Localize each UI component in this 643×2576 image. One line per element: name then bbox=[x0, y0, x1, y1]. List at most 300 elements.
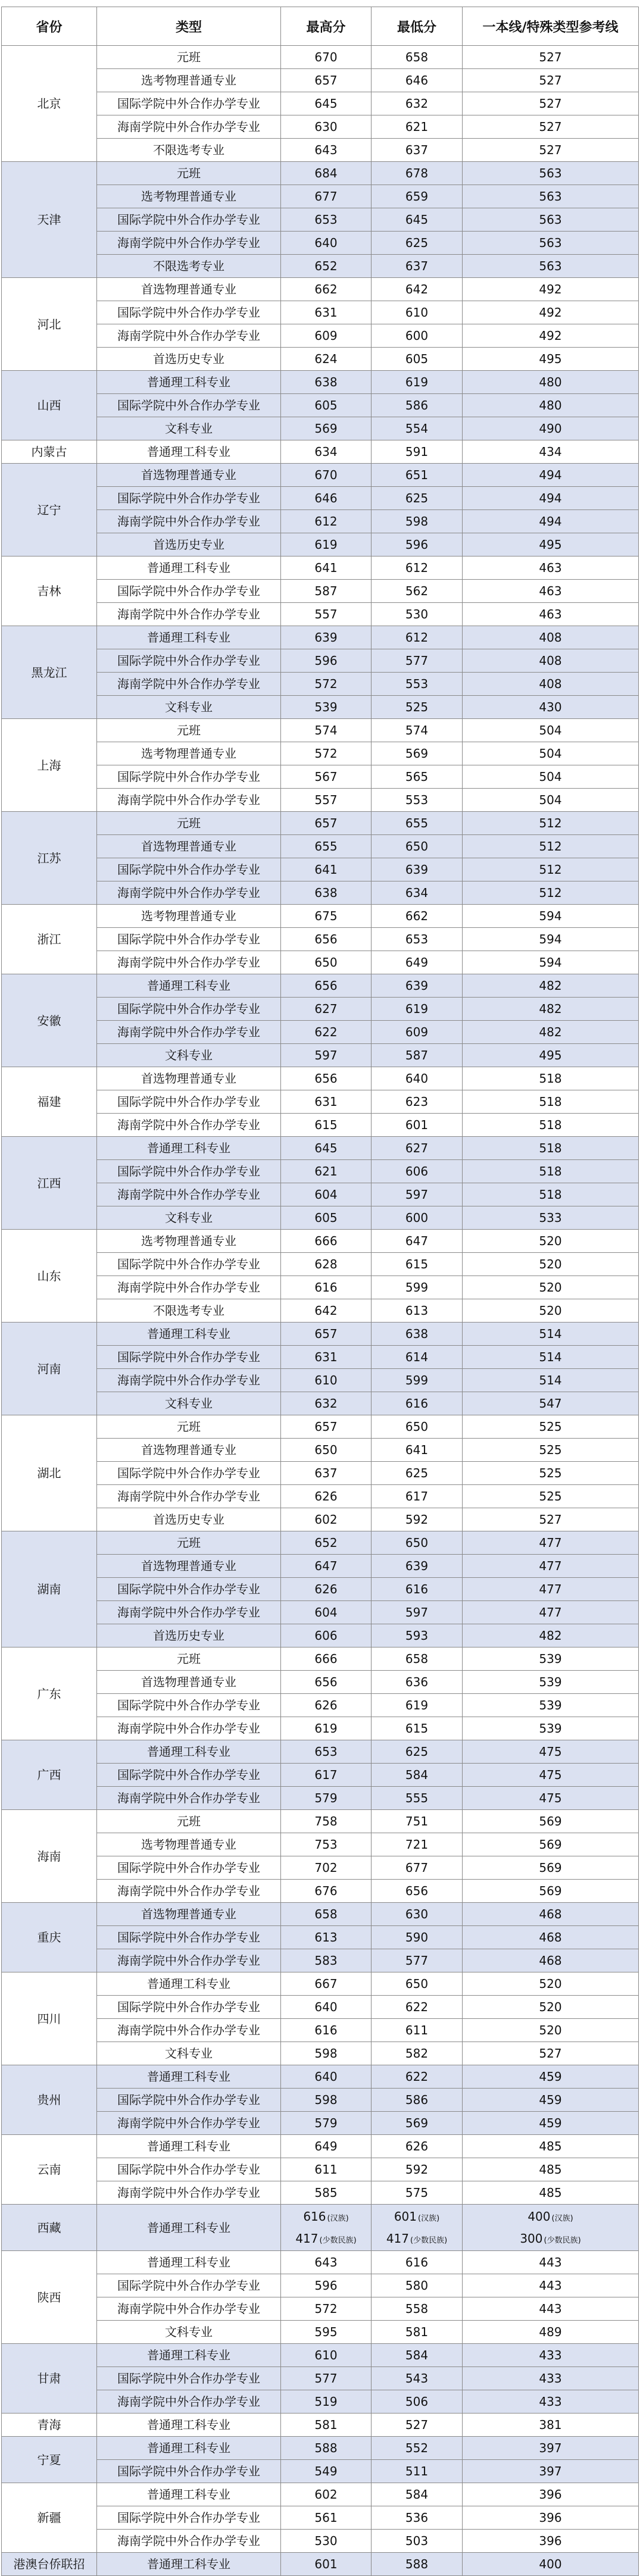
table-row bbox=[2, 580, 639, 603]
min-score-cell: 636 bbox=[372, 1671, 463, 1694]
type-cell: 海南学院中外合作办学专业 bbox=[97, 1949, 281, 1972]
reference-line-cell: 494 bbox=[463, 464, 639, 487]
reference-line-cell: 477 bbox=[463, 1578, 639, 1601]
table-row bbox=[2, 69, 639, 92]
type-cell: 国际学院中外合作办学专业 bbox=[97, 2274, 281, 2297]
reference-line-cell: 518 bbox=[463, 1114, 639, 1137]
min-score-cell: 639 bbox=[372, 1555, 463, 1578]
min-score-cell: 525 bbox=[372, 696, 463, 719]
type-cell: 普通理工科专业 bbox=[97, 2483, 281, 2506]
table-row bbox=[2, 696, 639, 719]
type-cell: 普通理工科专业 bbox=[97, 1137, 281, 1160]
max-score-cell: 569 bbox=[281, 417, 372, 440]
reference-line-cell: 477 bbox=[463, 1531, 639, 1555]
min-score-cell: 609 bbox=[372, 1021, 463, 1044]
type-cell: 选考物理普通专业 bbox=[97, 742, 281, 765]
reference-line-cell: 527 bbox=[463, 92, 639, 115]
type-cell: 国际学院中外合作办学专业 bbox=[97, 1462, 281, 1485]
type-cell: 元班 bbox=[97, 46, 281, 69]
min-score-cell: 677 bbox=[372, 1856, 463, 1880]
type-cell: 国际学院中外合作办学专业 bbox=[97, 1764, 281, 1787]
min-score-cell: 625 bbox=[372, 1462, 463, 1485]
type-cell: 海南学院中外合作办学专业 bbox=[97, 115, 281, 139]
table-row bbox=[2, 1114, 639, 1137]
max-score-cell: 626 bbox=[281, 1694, 372, 1717]
score-line bbox=[373, 2206, 461, 2228]
table-row bbox=[2, 2297, 639, 2321]
score-line bbox=[282, 2228, 370, 2250]
reference-line-cell: 512 bbox=[463, 881, 639, 905]
reference-line-cell: 527 bbox=[463, 69, 639, 92]
table-row bbox=[2, 1137, 639, 1160]
table-row bbox=[2, 2321, 639, 2344]
ethnicity-note: (少数民族) bbox=[544, 2236, 581, 2245]
max-score-cell: 519 bbox=[281, 2390, 372, 2414]
max-score-cell: 626 bbox=[281, 1578, 372, 1601]
type-cell: 海南学院中外合作办学专业 bbox=[97, 881, 281, 905]
province-cell: 浙江 bbox=[2, 905, 97, 974]
min-score-cell: 592 bbox=[372, 1508, 463, 1531]
table-row bbox=[2, 1323, 639, 1346]
min-score-cell: 627 bbox=[372, 1137, 463, 1160]
reference-line-cell: 443 bbox=[463, 2274, 639, 2297]
type-cell: 国际学院中外合作办学专业 bbox=[97, 2460, 281, 2483]
reference-line-cell: 539 bbox=[463, 1671, 639, 1694]
max-score-cell: 604 bbox=[281, 1183, 372, 1206]
type-cell: 普通理工科专业 bbox=[97, 974, 281, 998]
min-score-cell: 634 bbox=[372, 881, 463, 905]
max-score-cell: 624 bbox=[281, 348, 372, 371]
min-score-cell: 612 bbox=[372, 557, 463, 580]
min-score-cell: 558 bbox=[372, 2297, 463, 2321]
max-score-cell: 561 bbox=[281, 2506, 372, 2530]
type-cell: 国际学院中外合作办学专业 bbox=[97, 2506, 281, 2530]
min-score-cell: 580 bbox=[372, 2274, 463, 2297]
table-row bbox=[2, 46, 639, 69]
min-score-cell: 650 bbox=[372, 1972, 463, 1996]
reference-line-cell: 518 bbox=[463, 1090, 639, 1114]
max-score-cell: 652 bbox=[281, 255, 372, 278]
type-cell: 首选物理普通专业 bbox=[97, 835, 281, 858]
table-row bbox=[2, 1764, 639, 1787]
province-cell: 湖南 bbox=[2, 1531, 97, 1647]
max-score-cell: 676 bbox=[281, 1880, 372, 1903]
min-score-cell: 616 bbox=[372, 1392, 463, 1415]
table-row bbox=[2, 487, 639, 510]
max-score-cell: 616 bbox=[281, 1276, 372, 1299]
type-cell: 海南学院中外合作办学专业 bbox=[97, 1717, 281, 1740]
table-row bbox=[2, 951, 639, 974]
type-cell: 元班 bbox=[97, 812, 281, 835]
table-row bbox=[2, 208, 639, 232]
table-row bbox=[2, 2112, 639, 2135]
max-score-cell: 577 bbox=[281, 2367, 372, 2390]
min-score-cell: 582 bbox=[372, 2042, 463, 2065]
max-score-cell: 631 bbox=[281, 1346, 372, 1369]
table-row bbox=[2, 92, 639, 115]
table-row bbox=[2, 928, 639, 951]
table-row bbox=[2, 301, 639, 324]
type-cell: 海南学院中外合作办学专业 bbox=[97, 2530, 281, 2553]
max-score-cell: 574 bbox=[281, 719, 372, 742]
max-score-cell: 641 bbox=[281, 557, 372, 580]
min-score-cell: 650 bbox=[372, 835, 463, 858]
type-cell: 海南学院中外合作办学专业 bbox=[97, 951, 281, 974]
reference-line-cell: 594 bbox=[463, 928, 639, 951]
ethnicity-note: (汉族) bbox=[551, 2214, 573, 2223]
min-score-cell: 721 bbox=[372, 1833, 463, 1856]
reference-line-cell: 518 bbox=[463, 1160, 639, 1183]
ethnicity-note: (少数民族) bbox=[319, 2236, 357, 2245]
max-score-cell: 579 bbox=[281, 1787, 372, 1810]
table-row bbox=[2, 649, 639, 673]
type-cell: 文科专业 bbox=[97, 2321, 281, 2344]
type-cell: 海南学院中外合作办学专业 bbox=[97, 1183, 281, 1206]
type-cell: 文科专业 bbox=[97, 2042, 281, 2065]
type-cell: 国际学院中外合作办学专业 bbox=[97, 1346, 281, 1369]
reference-line-cell: 520 bbox=[463, 2019, 639, 2042]
min-score-cell: 637 bbox=[372, 255, 463, 278]
reference-line-cell: 477 bbox=[463, 1555, 639, 1578]
table-row bbox=[2, 881, 639, 905]
min-score-cell: 645 bbox=[372, 208, 463, 232]
type-cell: 海南学院中外合作办学专业 bbox=[97, 510, 281, 533]
max-score-cell: 640 bbox=[281, 232, 372, 255]
province-cell: 上海 bbox=[2, 719, 97, 812]
max-score-cell: 606 bbox=[281, 1624, 372, 1647]
province-cell: 江苏 bbox=[2, 812, 97, 905]
reference-line-cell: 485 bbox=[463, 2158, 639, 2181]
min-score-cell: 662 bbox=[372, 905, 463, 928]
table-row bbox=[2, 789, 639, 812]
min-score-cell: 553 bbox=[372, 789, 463, 812]
type-cell: 元班 bbox=[97, 1810, 281, 1833]
reference-line-cell: 463 bbox=[463, 603, 639, 626]
min-score-cell: 641 bbox=[372, 1439, 463, 1462]
min-score-cell: 586 bbox=[372, 2089, 463, 2112]
max-score-cell: 619 bbox=[281, 533, 372, 557]
max-score-cell: 610 bbox=[281, 2344, 372, 2367]
min-score-cell: 632 bbox=[372, 92, 463, 115]
type-cell: 海南学院中外合作办学专业 bbox=[97, 2019, 281, 2042]
reference-line-cell: 518 bbox=[463, 1067, 639, 1090]
min-score-cell: 574 bbox=[372, 719, 463, 742]
type-cell: 普通理工科专业 bbox=[97, 2437, 281, 2460]
reference-line-cell: 539 bbox=[463, 1717, 639, 1740]
min-score-cell: 638 bbox=[372, 1323, 463, 1346]
table-row bbox=[2, 1717, 639, 1740]
max-score-cell: 645 bbox=[281, 1137, 372, 1160]
reference-line-cell: 433 bbox=[463, 2344, 639, 2367]
type-cell: 海南学院中外合作办学专业 bbox=[97, 2390, 281, 2414]
reference-line-cell: 520 bbox=[463, 1299, 639, 1323]
table-row bbox=[2, 1694, 639, 1717]
max-score-cell: 647 bbox=[281, 1555, 372, 1578]
score-value: 300 bbox=[520, 2231, 543, 2246]
reference-line-cell: 525 bbox=[463, 1415, 639, 1439]
table-row bbox=[2, 1880, 639, 1903]
min-score-cell: 598 bbox=[372, 510, 463, 533]
reference-line-cell: 512 bbox=[463, 858, 639, 881]
table-row bbox=[2, 2205, 639, 2251]
reference-line-cell: 594 bbox=[463, 951, 639, 974]
type-cell: 元班 bbox=[97, 1415, 281, 1439]
min-score-cell: 639 bbox=[372, 858, 463, 881]
reference-line-cell: 514 bbox=[463, 1369, 639, 1392]
table-row bbox=[2, 348, 639, 371]
reference-line-cell: 381 bbox=[463, 2414, 639, 2437]
type-cell: 选考物理普通专业 bbox=[97, 1833, 281, 1856]
table-row bbox=[2, 324, 639, 348]
type-cell: 国际学院中外合作办学专业 bbox=[97, 301, 281, 324]
min-score-cell: 623 bbox=[372, 1090, 463, 1114]
table-row bbox=[2, 1856, 639, 1880]
table-row bbox=[2, 464, 639, 487]
max-score-cell: 631 bbox=[281, 1090, 372, 1114]
type-cell: 元班 bbox=[97, 719, 281, 742]
header-max-score: 最高分 bbox=[281, 7, 372, 46]
max-score-cell: 702 bbox=[281, 1856, 372, 1880]
max-score-cell: 670 bbox=[281, 46, 372, 69]
max-score-cell: 617 bbox=[281, 1764, 372, 1787]
min-score-cell: 678 bbox=[372, 162, 463, 185]
reference-line-cell: 520 bbox=[463, 1972, 639, 1996]
header-type: 类型 bbox=[97, 7, 281, 46]
min-score-cell: 616 bbox=[372, 1578, 463, 1601]
min-score-cell: 552 bbox=[372, 2437, 463, 2460]
table-row bbox=[2, 1485, 639, 1508]
table-row bbox=[2, 557, 639, 580]
max-score-cell: 588 bbox=[281, 2437, 372, 2460]
max-score-cell: 572 bbox=[281, 2297, 372, 2321]
reference-line-cell: 396 bbox=[463, 2530, 639, 2553]
reference-line-cell: 504 bbox=[463, 765, 639, 789]
type-cell: 首选物理普通专业 bbox=[97, 1439, 281, 1462]
max-score-cell: 597 bbox=[281, 1044, 372, 1067]
table-row bbox=[2, 185, 639, 208]
province-cell: 河南 bbox=[2, 1323, 97, 1415]
min-score-cell: 584 bbox=[372, 1764, 463, 1787]
table-row bbox=[2, 1578, 639, 1601]
max-score-cell: 596 bbox=[281, 2274, 372, 2297]
max-score-cell: 605 bbox=[281, 394, 372, 417]
max-score-cell: 753 bbox=[281, 1833, 372, 1856]
province-cell: 山西 bbox=[2, 371, 97, 440]
type-cell: 国际学院中外合作办学专业 bbox=[97, 1694, 281, 1717]
table-row bbox=[2, 2019, 639, 2042]
table-row bbox=[2, 1508, 639, 1531]
score-value: 417 bbox=[386, 2231, 410, 2246]
table-row bbox=[2, 2367, 639, 2390]
type-cell: 普通理工科专业 bbox=[97, 2344, 281, 2367]
table-row bbox=[2, 1369, 639, 1392]
reference-line-cell: 539 bbox=[463, 1694, 639, 1717]
table-row bbox=[2, 2414, 639, 2437]
max-score-cell: 642 bbox=[281, 1299, 372, 1323]
ethnicity-note: (少数民族) bbox=[410, 2236, 448, 2245]
type-cell: 元班 bbox=[97, 1531, 281, 1555]
table-row bbox=[2, 1160, 639, 1183]
score-value: 616 bbox=[303, 2209, 326, 2224]
reference-line-cell: 525 bbox=[463, 1439, 639, 1462]
table-row bbox=[2, 673, 639, 696]
table-row bbox=[2, 1531, 639, 1555]
max-score-cell: 572 bbox=[281, 673, 372, 696]
max-score-cell: 656 bbox=[281, 928, 372, 951]
max-score-cell: 662 bbox=[281, 278, 372, 301]
type-cell: 普通理工科专业 bbox=[97, 557, 281, 580]
type-cell: 普通理工科专业 bbox=[97, 2135, 281, 2158]
max-score-cell: 610 bbox=[281, 1369, 372, 1392]
table-row bbox=[2, 1346, 639, 1369]
reference-line-cell: 492 bbox=[463, 278, 639, 301]
table-row bbox=[2, 1972, 639, 1996]
min-score-cell: 555 bbox=[372, 1787, 463, 1810]
table-row bbox=[2, 1647, 639, 1671]
reference-line-cell bbox=[463, 2205, 639, 2251]
max-score-cell: 656 bbox=[281, 1067, 372, 1090]
reference-line-cell: 482 bbox=[463, 998, 639, 1021]
table-row bbox=[2, 1810, 639, 1833]
min-score-cell: 651 bbox=[372, 464, 463, 487]
reference-line-cell: 480 bbox=[463, 371, 639, 394]
type-cell: 普通理工科专业 bbox=[97, 626, 281, 649]
table-row bbox=[2, 1392, 639, 1415]
reference-line-cell: 463 bbox=[463, 557, 639, 580]
table-row bbox=[2, 1833, 639, 1856]
reference-line-cell: 482 bbox=[463, 1021, 639, 1044]
min-score-cell: 619 bbox=[372, 998, 463, 1021]
type-cell: 首选物理普通专业 bbox=[97, 1555, 281, 1578]
max-score-cell: 640 bbox=[281, 2065, 372, 2089]
table-row bbox=[2, 1949, 639, 1972]
min-score-cell: 536 bbox=[372, 2506, 463, 2530]
reference-line-cell: 433 bbox=[463, 2390, 639, 2414]
min-score-cell: 625 bbox=[372, 487, 463, 510]
type-cell: 普通理工科专业 bbox=[97, 1972, 281, 1996]
type-cell: 海南学院中外合作办学专业 bbox=[97, 1880, 281, 1903]
reference-line-cell: 396 bbox=[463, 2483, 639, 2506]
min-score-cell: 621 bbox=[372, 115, 463, 139]
province-cell: 吉林 bbox=[2, 557, 97, 626]
type-cell: 国际学院中外合作办学专业 bbox=[97, 487, 281, 510]
max-score-cell: 602 bbox=[281, 2483, 372, 2506]
type-cell: 普通理工科专业 bbox=[97, 1740, 281, 1764]
table-row bbox=[2, 1044, 639, 1067]
min-score-cell bbox=[372, 2205, 463, 2251]
min-score-cell: 577 bbox=[372, 649, 463, 673]
table-row bbox=[2, 2089, 639, 2112]
max-score-cell: 667 bbox=[281, 1972, 372, 1996]
min-score-cell: 600 bbox=[372, 1206, 463, 1230]
type-cell: 普通理工科专业 bbox=[97, 371, 281, 394]
table-row bbox=[2, 719, 639, 742]
reference-line-cell: 520 bbox=[463, 1996, 639, 2019]
reference-line-cell: 408 bbox=[463, 649, 639, 673]
max-score-cell: 630 bbox=[281, 115, 372, 139]
reference-line-cell: 459 bbox=[463, 2065, 639, 2089]
type-cell: 国际学院中外合作办学专业 bbox=[97, 1160, 281, 1183]
reference-line-cell: 525 bbox=[463, 1485, 639, 1508]
min-score-cell: 543 bbox=[372, 2367, 463, 2390]
reference-line-cell: 468 bbox=[463, 1949, 639, 1972]
reference-line-cell: 563 bbox=[463, 162, 639, 185]
header-province: 省份 bbox=[2, 7, 97, 46]
max-score-cell: 675 bbox=[281, 905, 372, 928]
min-score-cell: 649 bbox=[372, 951, 463, 974]
min-score-cell: 588 bbox=[372, 2553, 463, 2576]
max-score-cell: 596 bbox=[281, 649, 372, 673]
max-score-cell: 657 bbox=[281, 69, 372, 92]
province-cell: 四川 bbox=[2, 1972, 97, 2065]
min-score-cell: 597 bbox=[372, 1601, 463, 1624]
table-row bbox=[2, 2274, 639, 2297]
header-reference-line: 一本线/特殊类型参考线 bbox=[463, 7, 639, 46]
max-score-cell: 641 bbox=[281, 858, 372, 881]
reference-line-cell: 443 bbox=[463, 2297, 639, 2321]
admission-score-table bbox=[1, 7, 639, 2576]
table-row bbox=[2, 2135, 639, 2158]
type-cell: 首选物理普通专业 bbox=[97, 1903, 281, 1926]
type-cell: 国际学院中外合作办学专业 bbox=[97, 1926, 281, 1949]
reference-line-cell: 594 bbox=[463, 905, 639, 928]
reference-line-cell: 504 bbox=[463, 789, 639, 812]
table-row bbox=[2, 2158, 639, 2181]
type-cell: 国际学院中外合作办学专业 bbox=[97, 998, 281, 1021]
province-cell: 天津 bbox=[2, 162, 97, 278]
min-score-cell: 630 bbox=[372, 1903, 463, 1926]
table-row bbox=[2, 1415, 639, 1439]
reference-line-cell: 520 bbox=[463, 1276, 639, 1299]
type-cell: 普通理工科专业 bbox=[97, 2553, 281, 2576]
reference-line-cell: 495 bbox=[463, 348, 639, 371]
max-score-cell: 677 bbox=[281, 185, 372, 208]
type-cell: 选考物理普通专业 bbox=[97, 1230, 281, 1253]
min-score-cell: 619 bbox=[372, 1694, 463, 1717]
type-cell: 文科专业 bbox=[97, 1392, 281, 1415]
type-cell: 国际学院中外合作办学专业 bbox=[97, 2158, 281, 2181]
reference-line-cell: 563 bbox=[463, 255, 639, 278]
min-score-cell: 622 bbox=[372, 2065, 463, 2089]
table-row bbox=[2, 2553, 639, 2576]
reference-line-cell: 547 bbox=[463, 1392, 639, 1415]
reference-line-cell: 494 bbox=[463, 510, 639, 533]
max-score-cell: 666 bbox=[281, 1230, 372, 1253]
min-score-cell: 653 bbox=[372, 928, 463, 951]
max-score-cell bbox=[281, 2205, 372, 2251]
max-score-cell: 581 bbox=[281, 2414, 372, 2437]
max-score-cell: 628 bbox=[281, 1253, 372, 1276]
table-row bbox=[2, 858, 639, 881]
type-cell: 选考物理普通专业 bbox=[97, 69, 281, 92]
type-cell: 元班 bbox=[97, 162, 281, 185]
province-cell: 广东 bbox=[2, 1647, 97, 1740]
table-row bbox=[2, 835, 639, 858]
reference-line-cell: 527 bbox=[463, 46, 639, 69]
type-cell: 选考物理普通专业 bbox=[97, 905, 281, 928]
min-score-cell: 601 bbox=[372, 1114, 463, 1137]
max-score-cell: 627 bbox=[281, 998, 372, 1021]
table-row bbox=[2, 533, 639, 557]
type-cell: 国际学院中外合作办学专业 bbox=[97, 1856, 281, 1880]
min-score-cell: 506 bbox=[372, 2390, 463, 2414]
max-score-cell: 646 bbox=[281, 487, 372, 510]
max-score-cell: 622 bbox=[281, 1021, 372, 1044]
score-value: 400 bbox=[527, 2209, 551, 2224]
min-score-cell: 554 bbox=[372, 417, 463, 440]
max-score-cell: 666 bbox=[281, 1647, 372, 1671]
max-score-cell: 639 bbox=[281, 626, 372, 649]
